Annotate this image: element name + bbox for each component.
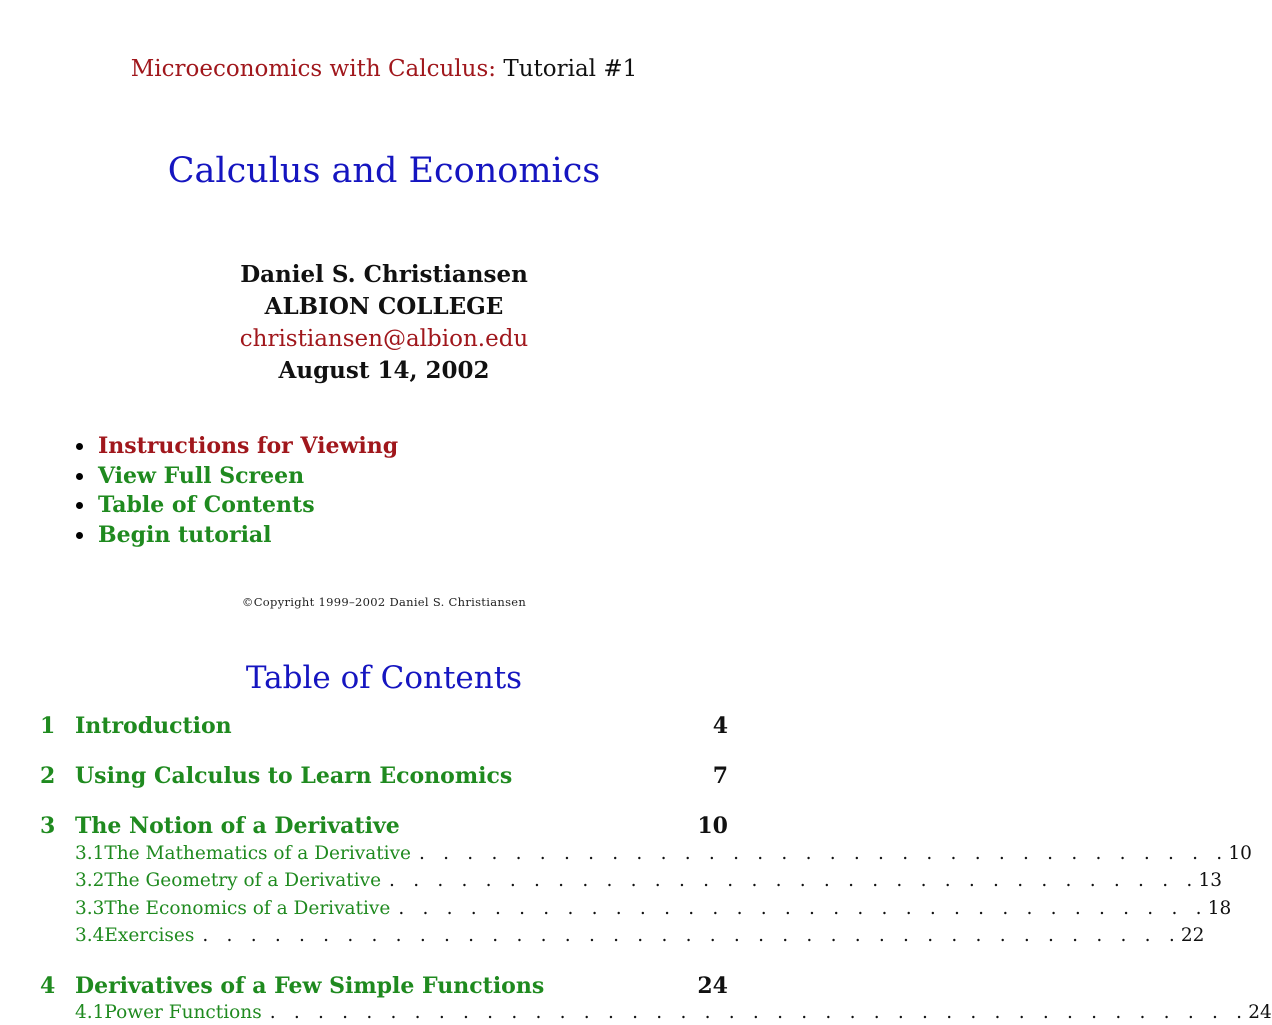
link-label[interactable]: View Full Screen <box>98 462 305 489</box>
subsection-title[interactable]: Power Functions <box>104 1002 262 1023</box>
link-label[interactable]: Table of Contents <box>98 492 315 518</box>
bullet-icon <box>76 532 83 539</box>
subsection-page: 24 <box>1248 1002 1272 1023</box>
toc-subsection[interactable] <box>75 842 1252 866</box>
bullet-icon <box>76 473 83 480</box>
section-title[interactable]: Derivatives of a Few Simple Functions <box>75 973 545 999</box>
series-title: Microeconomics with Calculus: <box>130 56 497 82</box>
toc-subsection[interactable] <box>75 869 1222 893</box>
leader-dots: . . . . . . . . . . . . . . . . . . . . . . . . . . . . . . . . . . <box>389 870 1199 891</box>
leader-dots: . . . . . . . . . . . . . . . . . . . . . . . . . . . . . . . . . . . . . . . . . <box>202 925 1181 946</box>
link-begin-tutorial[interactable] <box>76 521 398 551</box>
subsection-page: 13 <box>1198 870 1222 891</box>
author-name: Daniel S. Christiansen <box>240 261 528 288</box>
author-block <box>0 259 768 387</box>
section-page: 4 <box>712 713 728 739</box>
subsection-number: 3.1 <box>75 843 105 864</box>
toc-section[interactable] <box>40 972 728 1000</box>
subsection-title[interactable]: The Geometry of a Derivative <box>104 870 382 891</box>
toc-subsection[interactable] <box>75 924 1205 948</box>
section-title[interactable]: Introduction <box>75 713 232 739</box>
section-title[interactable]: Using Calculus to Learn Economics <box>75 763 513 789</box>
toc-section[interactable] <box>40 712 728 740</box>
subsection-number: 3.2 <box>75 870 105 891</box>
subsection-number: 3.3 <box>75 898 105 919</box>
bullet-icon <box>76 502 83 509</box>
tutorial-number: Tutorial #1 <box>503 56 638 82</box>
document-date: August 14, 2002 <box>278 357 490 384</box>
subsection-title[interactable]: Exercises <box>104 925 195 946</box>
copyright-notice: ©Copyright 1999–2002 Daniel S. Christiansen <box>241 595 527 609</box>
section-number: 1 <box>40 713 56 739</box>
leader-dots: . . . . . . . . . . . . . . . . . . . . . . . . . . . . . . . . . . <box>418 843 1229 864</box>
link-view-full-screen[interactable] <box>76 462 398 492</box>
subsection-number: 4.1 <box>75 1002 105 1023</box>
section-number: 4 <box>40 973 56 999</box>
document-title: Calculus and Economics <box>167 151 601 191</box>
bullet-icon <box>76 443 83 450</box>
navigation-links <box>76 432 398 550</box>
link-instructions-for-viewing[interactable] <box>76 432 398 462</box>
subsection-title[interactable]: The Mathematics of a Derivative <box>104 843 411 864</box>
section-number: 2 <box>40 763 56 789</box>
toc-section[interactable] <box>40 762 728 790</box>
section-title[interactable]: The Notion of a Derivative <box>75 813 400 839</box>
leader-dots: . . . . . . . . . . . . . . . . . . . . . . . . . . . . . . . . . . . . . . . . . <box>269 1002 1249 1023</box>
link-label[interactable]: Begin tutorial <box>98 521 272 548</box>
section-number: 3 <box>40 813 56 839</box>
subsection-page: 10 <box>1228 843 1252 864</box>
toc-section[interactable] <box>40 812 728 840</box>
subsection-title[interactable]: The Economics of a Derivative <box>104 898 391 919</box>
subsection-number: 3.4 <box>75 925 105 946</box>
author-institution: ALBION COLLEGE <box>264 293 504 320</box>
toc-subsection[interactable] <box>75 897 1232 921</box>
author-email-link[interactable]: christiansen@albion.edu <box>239 326 529 352</box>
subsection-page: 22 <box>1180 925 1205 946</box>
subsection-page: 18 <box>1207 898 1232 919</box>
section-page: 7 <box>712 763 728 789</box>
section-page: 24 <box>697 973 728 999</box>
toc-subsection[interactable] <box>75 1001 1272 1025</box>
link-label[interactable]: Instructions for Viewing <box>98 433 399 459</box>
toc-heading: Table of Contents <box>245 660 523 696</box>
leader-dots: . . . . . . . . . . . . . . . . . . . . . . . . . . . . . . . . . . <box>398 898 1208 919</box>
link-table-of-contents[interactable] <box>76 491 398 521</box>
section-page: 10 <box>697 813 728 839</box>
series-header <box>0 54 768 84</box>
